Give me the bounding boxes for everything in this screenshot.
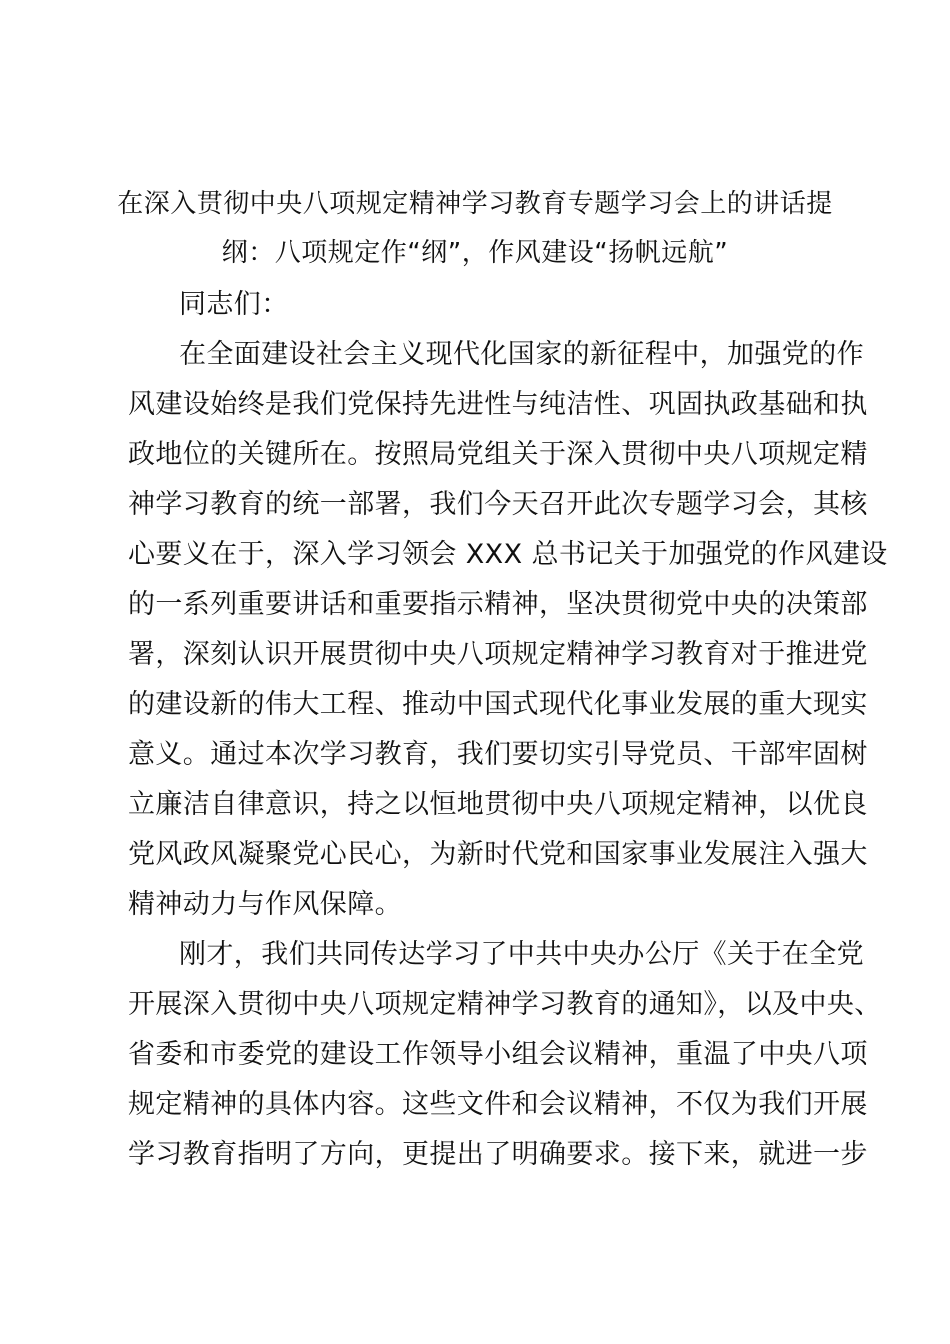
paragraph-line: 立廉洁自律意识，持之以恒地贯彻中央八项规定精神，以优良 xyxy=(128,789,868,820)
paragraph-line: 的一系列重要讲话和重要指示精神，坚决贯彻党中央的决策部 xyxy=(128,589,868,620)
paragraph-line: 风建设始终是我们党保持先进性与纯洁性、巩固执政基础和执 xyxy=(128,389,868,420)
paragraph-line: 心要义在于，深入学习领会 XXX 总书记关于加强党的作风建设 xyxy=(128,539,888,570)
paragraph-line: 刚才，我们共同传达学习了中共中央办公厅《关于在全党 xyxy=(179,939,864,970)
paragraph-line: 开展深入贯彻中央八项规定精神学习教育的通知》，以及中央、 xyxy=(128,989,882,1020)
document-title-line-1: 在深入贯彻中央八项规定精神学习教育专题学习会上的讲话提 xyxy=(117,189,833,219)
paragraph-line: 意义。通过本次学习教育，我们要切实引导党员、干部牢固树 xyxy=(128,739,868,770)
paragraph-line: 规定精神的具体内容。这些文件和会议精神，不仅为我们开展 xyxy=(128,1089,868,1120)
paragraph-line: 党风政风凝聚党心民心，为新时代党和国家事业发展注入强大 xyxy=(128,839,868,870)
document-title-line-2: 纲：八项规定作“纲”，作风建设“扬帆远航” xyxy=(221,238,729,268)
paragraph-line: 学习教育指明了方向，更提出了明确要求。接下来，就进一步 xyxy=(128,1139,868,1170)
paragraph-line: 署，深刻认识开展贯彻中央八项规定精神学习教育对于推进党 xyxy=(128,639,868,670)
paragraph-line: 省委和市委党的建设工作领导小组会议精神，重温了中央八项 xyxy=(128,1039,868,1070)
paragraph-line: 神学习教育的统一部署，我们今天召开此次专题学习会，其核 xyxy=(128,489,868,520)
paragraph-line: 在全面建设社会主义现代化国家的新征程中，加强党的作 xyxy=(179,339,864,370)
paragraph-line: 精神动力与作风保障。 xyxy=(128,889,402,920)
paragraph-line: 的建设新的伟大工程、推动中国式现代化事业发展的重大现实 xyxy=(128,689,868,720)
paragraph-line: 政地位的关键所在。按照局党组关于深入贯彻中央八项规定精 xyxy=(128,439,868,470)
salutation: 同志们： xyxy=(179,289,289,320)
